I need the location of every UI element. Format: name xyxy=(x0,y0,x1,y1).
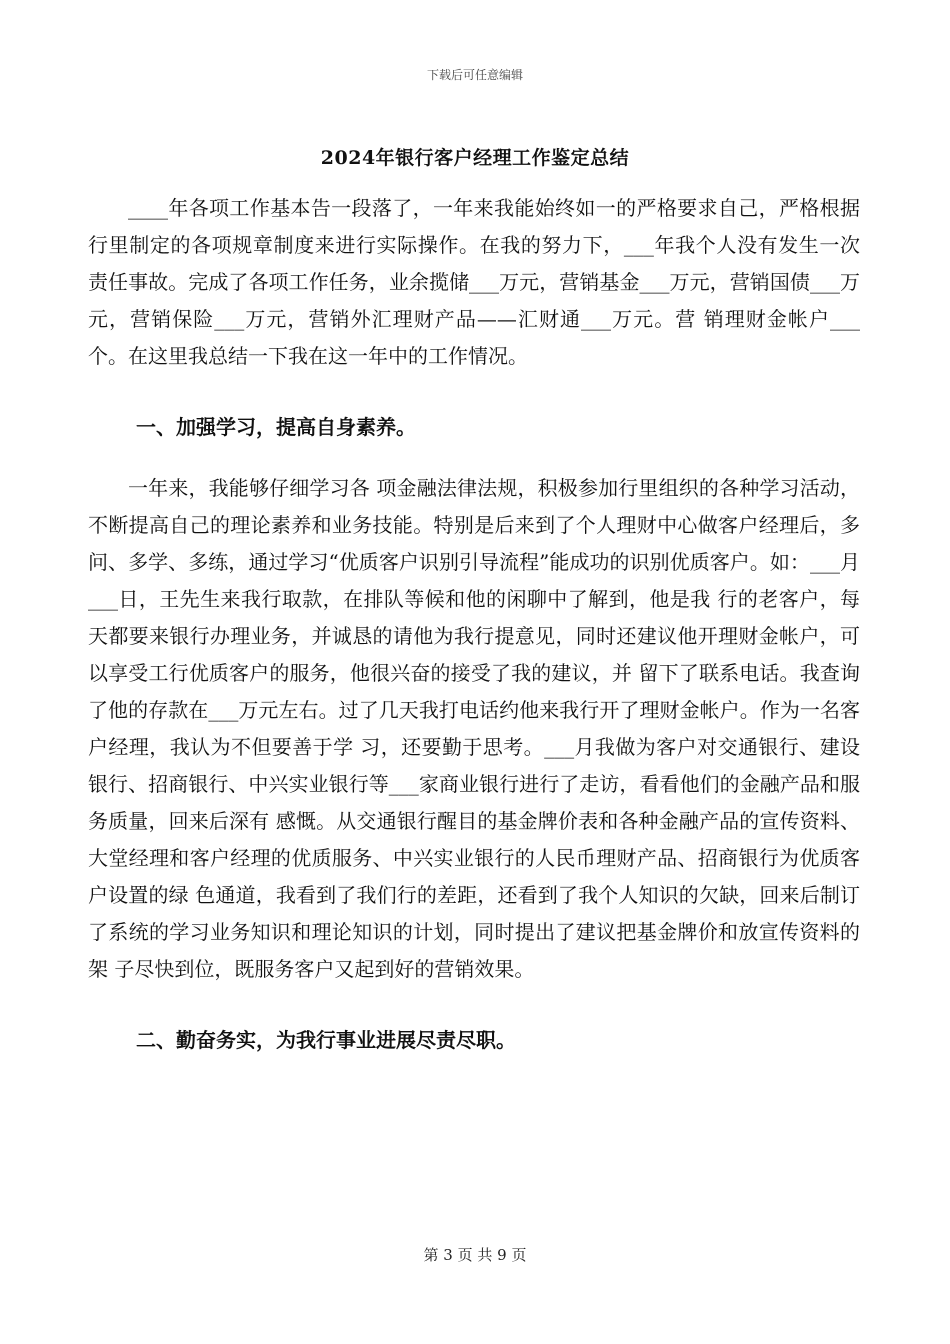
section-heading-2: 二、勤奋务实，为我行事业进展尽责尽职。 xyxy=(136,1028,516,1052)
intro-paragraph: ____年各项工作基本告一段落了，一年来我能始终如一的严格要求自己，严格根据行里制定的各项规章制度来进行实际操作。在我的努力下，___年我个人没有发生一次 责任事故。完成了各项工作任务，业余揽储___万元，营销基金___万元，营销国债___万元，营销保险___万元，营销外汇理财产品——汇财通___万元。营 销理财金帐户___个。在这里我总结一下我在这一年中的工作情况。 xyxy=(88,196,860,368)
header-note: 下载后可任意编辑 xyxy=(426,68,523,82)
study-paragraph: 一年来，我能够仔细学习各 项金融法律法规，积极参加行里组织的各种学习活动，不断提高自己的理论素养和业务技能。特别是后来到了个人理财中心做客户经理后，多问、多学、多练，通过学习“优质客户识别引导流程”能成功的识别优质客户。如：___月___日，王先生来我行取款，在排队等候和他的闲聊中了解到，他是我 行的老客户，每天都要来银行办理业务，并诚恳的请他为我行提意见，同时还建议他开理财金帐户，可以享受工行优质客户的服务，他很兴奋的接受了我的建议，并 留下了联系电话。我查询了他的存款在___万元左右。过了几天我打电话约他来我行开了理财金帐户。作为一名客户经理，我认为不但要善于学 习，还要勤于思考。___月我做为客户对交通银行、建设银行、招商银行、中兴实业银行等___家商业银行进行了走访，看看他们的金融产品和服务质量，回来后深有 感慨。从交通银行醒目的基金牌价表和各种金融产品的宣传资料、大堂经理和客户经理的优质服务、中兴实业银行的人民币理财产品、招商银行为优质客户设置的绿 色通道，我看到了我们行的差距，还看到了我个人知识的欠缺，回来后制订了系统的学习业务知识和理论知识的计划，同时提出了建议把基金牌价和放宣传资料的架 子尽快到位，既服务客户又起到好的营销效果。 xyxy=(88,476,860,981)
document-body xyxy=(88,190,860,1059)
page-footer: 第 3 页 共 9 页 xyxy=(423,1246,527,1264)
document-title: 2024年银行客户经理工作鉴定总结 xyxy=(320,147,630,169)
section-heading-1: 一、加强学习，提高自身素养。 xyxy=(136,415,416,439)
